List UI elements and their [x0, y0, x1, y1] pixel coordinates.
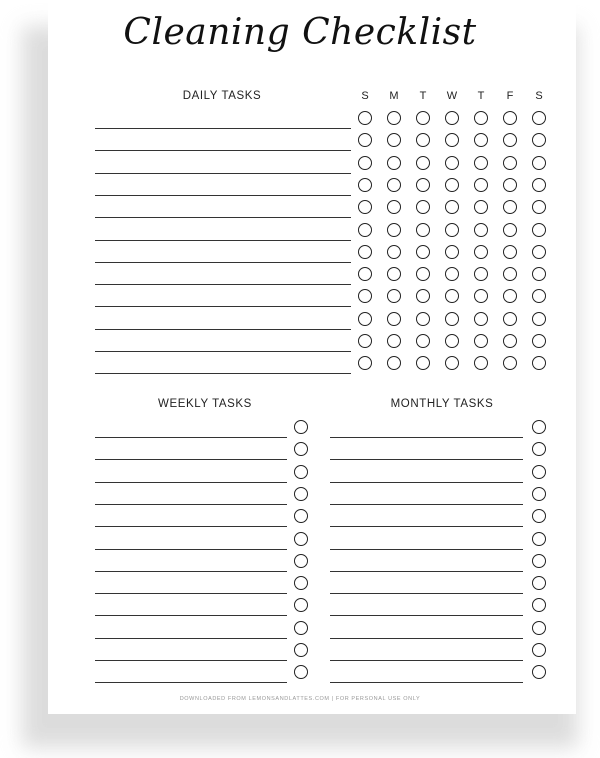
daily-checkbox[interactable] [532, 223, 546, 237]
day-header-0: S [361, 90, 369, 102]
monthly-checkbox[interactable] [532, 532, 546, 546]
monthly-checkbox[interactable] [532, 465, 546, 479]
day-header-1: M [389, 90, 399, 102]
daily-task-line[interactable] [95, 262, 351, 263]
daily-checkbox[interactable] [358, 111, 372, 125]
monthly-task-line[interactable] [330, 593, 523, 594]
daily-checkbox[interactable] [503, 178, 517, 192]
daily-checkbox[interactable] [532, 312, 546, 326]
daily-checkbox[interactable] [445, 267, 459, 281]
monthly-task-line[interactable] [330, 615, 523, 616]
daily-checkbox[interactable] [474, 334, 488, 348]
daily-checkbox[interactable] [503, 156, 517, 170]
day-header-6: S [535, 90, 543, 102]
daily-checkbox[interactable] [532, 267, 546, 281]
weekly-checkbox[interactable] [294, 532, 308, 546]
daily-checkbox[interactable] [416, 178, 430, 192]
daily-checkbox[interactable] [445, 334, 459, 348]
daily-checkbox[interactable] [503, 111, 517, 125]
daily-checkbox[interactable] [445, 312, 459, 326]
daily-checkbox[interactable] [474, 245, 488, 259]
daily-checkbox[interactable] [445, 245, 459, 259]
daily-checkbox[interactable] [387, 111, 401, 125]
monthly-task-line[interactable] [330, 682, 523, 683]
weekly-task-line[interactable] [95, 549, 287, 550]
page-title: Cleaning Checklist [123, 12, 477, 53]
daily-checkbox[interactable] [474, 178, 488, 192]
weekly-task-line[interactable] [95, 682, 287, 683]
day-header-3: W [446, 90, 458, 102]
daily-checkbox[interactable] [358, 334, 372, 348]
monthly-task-line[interactable] [330, 437, 523, 438]
footer-note: DOWNLOADED FROM LEMONSANDLATTES.COM | FOR PERSONAL USE ONLY [179, 696, 421, 702]
daily-checkbox[interactable] [474, 267, 488, 281]
daily-checkbox[interactable] [416, 156, 430, 170]
daily-checkbox[interactable] [503, 223, 517, 237]
weekly-checkbox[interactable] [294, 465, 308, 479]
daily-checkbox[interactable] [416, 223, 430, 237]
weekly-checkbox[interactable] [294, 576, 308, 590]
weekly-checkbox[interactable] [294, 487, 308, 501]
monthly-task-line[interactable] [330, 638, 523, 639]
daily-checkbox[interactable] [445, 223, 459, 237]
day-header-5: F [506, 90, 514, 102]
daily-checkbox[interactable] [387, 156, 401, 170]
daily-checkbox[interactable] [445, 111, 459, 125]
weekly-checkbox[interactable] [294, 643, 308, 657]
daily-task-line[interactable] [95, 284, 351, 285]
daily-task-line[interactable] [95, 351, 351, 352]
daily-task-line[interactable] [95, 373, 351, 374]
monthly-checkbox[interactable] [532, 487, 546, 501]
weekly-task-line[interactable] [95, 660, 287, 661]
daily-checkbox[interactable] [358, 245, 372, 259]
daily-checkbox[interactable] [416, 334, 430, 348]
day-header-2: T [419, 90, 427, 102]
weekly-task-line[interactable] [95, 526, 287, 527]
daily-checkbox[interactable] [416, 312, 430, 326]
weekly-task-line[interactable] [95, 504, 287, 505]
monthly-task-line[interactable] [330, 660, 523, 661]
checklist-page [48, 0, 576, 714]
monthly-checkbox[interactable] [532, 554, 546, 568]
daily-task-line[interactable] [95, 240, 351, 241]
daily-checkbox[interactable] [474, 223, 488, 237]
day-header-4: T [477, 90, 485, 102]
weekly-checkbox[interactable] [294, 621, 308, 635]
daily-checkbox[interactable] [474, 312, 488, 326]
daily-task-line[interactable] [95, 128, 351, 129]
monthly-task-line[interactable] [330, 459, 523, 460]
daily-checkbox[interactable] [474, 111, 488, 125]
monthly-task-line[interactable] [330, 526, 523, 527]
daily-task-line[interactable] [95, 195, 351, 196]
monthly-task-line[interactable] [330, 571, 523, 572]
daily-checkbox[interactable] [532, 178, 546, 192]
daily-checkbox[interactable] [416, 245, 430, 259]
daily-checkbox[interactable] [416, 111, 430, 125]
daily-checkbox[interactable] [474, 156, 488, 170]
daily-checkbox[interactable] [387, 267, 401, 281]
weekly-task-line[interactable] [95, 571, 287, 572]
daily-checkbox[interactable] [503, 312, 517, 326]
daily-checkbox[interactable] [532, 111, 546, 125]
weekly-task-line[interactable] [95, 482, 287, 483]
daily-checkbox[interactable] [532, 245, 546, 259]
daily-checkbox[interactable] [416, 267, 430, 281]
monthly-checkbox[interactable] [532, 420, 546, 434]
daily-checkbox[interactable] [387, 178, 401, 192]
monthly-tasks-heading: MONTHLY TASKS [390, 398, 494, 410]
daily-checkbox[interactable] [358, 223, 372, 237]
daily-task-line[interactable] [95, 306, 351, 307]
daily-task-line[interactable] [95, 173, 351, 174]
monthly-task-line[interactable] [330, 504, 523, 505]
weekly-checkbox[interactable] [294, 554, 308, 568]
monthly-task-line[interactable] [330, 549, 523, 550]
daily-checkbox[interactable] [358, 178, 372, 192]
daily-checkbox[interactable] [358, 312, 372, 326]
monthly-checkbox[interactable] [532, 643, 546, 657]
daily-checkbox[interactable] [387, 334, 401, 348]
daily-checkbox[interactable] [445, 178, 459, 192]
daily-tasks-heading: DAILY TASKS [182, 90, 262, 102]
daily-checkbox[interactable] [387, 312, 401, 326]
monthly-checkbox[interactable] [532, 576, 546, 590]
monthly-task-line[interactable] [330, 482, 523, 483]
daily-checkbox[interactable] [503, 267, 517, 281]
weekly-tasks-heading: WEEKLY TASKS [158, 398, 252, 410]
daily-checkbox[interactable] [532, 156, 546, 170]
daily-checkbox[interactable] [532, 334, 546, 348]
daily-checkbox[interactable] [503, 334, 517, 348]
daily-checkbox[interactable] [358, 267, 372, 281]
weekly-task-line[interactable] [95, 593, 287, 594]
monthly-checkbox[interactable] [532, 621, 546, 635]
weekly-task-line[interactable] [95, 437, 287, 438]
daily-task-line[interactable] [95, 217, 351, 218]
daily-checkbox[interactable] [387, 245, 401, 259]
daily-checkbox[interactable] [503, 245, 517, 259]
daily-task-line[interactable] [95, 329, 351, 330]
daily-checkbox[interactable] [358, 156, 372, 170]
weekly-task-line[interactable] [95, 638, 287, 639]
daily-checkbox[interactable] [445, 156, 459, 170]
weekly-checkbox[interactable] [294, 420, 308, 434]
weekly-task-line[interactable] [95, 459, 287, 460]
weekly-task-line[interactable] [95, 615, 287, 616]
daily-checkbox[interactable] [387, 223, 401, 237]
daily-task-line[interactable] [95, 150, 351, 151]
